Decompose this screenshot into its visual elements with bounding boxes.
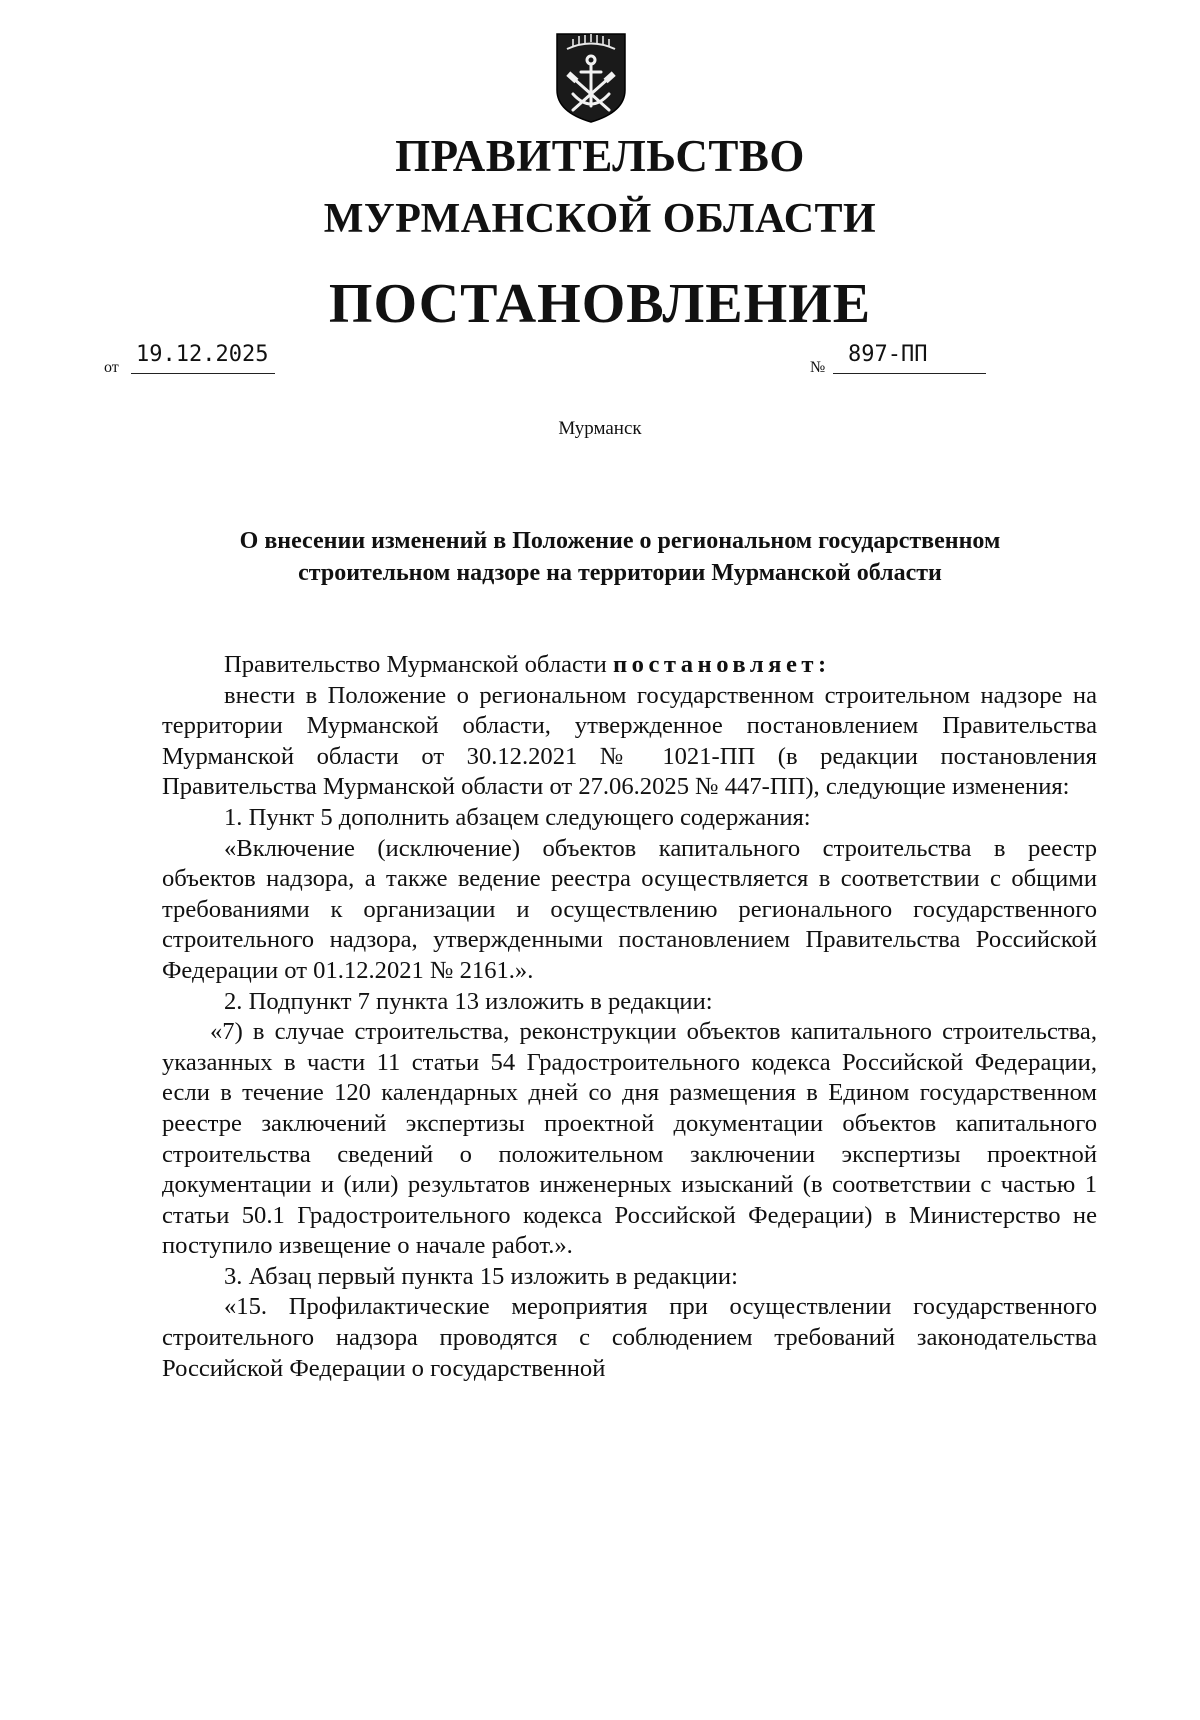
document-body — [162, 650, 1097, 1384]
paragraph-item-2: 2. Подпункт 7 пункта 13 изложить в редакции: — [224, 987, 713, 1015]
document-title — [150, 525, 1090, 589]
title-line-2: строительном надзоре на территории Мурманской области — [298, 560, 942, 586]
paragraph-item-1: 1. Пункт 5 дополнить абзацем следующего содержания: — [224, 803, 811, 831]
coat-of-arms-icon — [553, 30, 629, 124]
paragraph-item-3: 3. Абзац первый пункта 15 изложить в редакции: — [224, 1262, 738, 1290]
paragraph-item-2-text: «7) в случае строительства, реконструкции объектов капитального строительства, указанных в части 11 статьи 54 Градостроительного кодекса Российской Федерации, если в течение 120 календарных дней со дня размещения в Едином государственном реестре заключений экспертизы проектной документации объектов капитального строительства сведений о положительном заключении экспертизы проектной документации и (или) результатов инженерных изысканий (в соответствии с частью 1 статьи 50.1 Градостроительного кодекса Российской Федерации) в Министерство не поступило извещение о начале работ.». — [162, 1018, 1097, 1260]
government-heading: ПРАВИТЕЛЬСТВО — [395, 131, 805, 181]
paragraph-main: внести в Положение о региональном государственном строительном надзоре на территории Мурманской области, утвержденное постановлением Правительства Мурманской области от 30.12.2021 № 1021-ПП (в редакции постановления Правительства Мурманской области от 27.06.2025 № 447-ПП), следующие изменения: — [162, 681, 1097, 801]
intro-text: Правительство Мурманской области — [224, 651, 613, 678]
date-underline — [131, 373, 275, 374]
region-heading: МУРМАНСКОЙ ОБЛАСТИ — [323, 196, 877, 242]
intro-paragraph — [162, 650, 1097, 681]
number-value: 897-ПП — [848, 342, 928, 367]
number-prefix: № — [810, 359, 826, 376]
date-prefix: от — [104, 359, 119, 376]
city-label: Мурманск — [558, 418, 642, 439]
paragraph-item-3-text: «15. Профилактические мероприятия при осуществлении государственного строительного надзора проводятся с соблюдением требований законодательства Российской Федерации о государственной — [162, 1293, 1097, 1382]
date-value: 19.12.2025 — [136, 342, 269, 367]
number-underline — [833, 373, 986, 374]
decree-verb: постановляет: — [612, 651, 831, 678]
paragraph-item-1-text: «Включение (исключение) объектов капитального строительства в реестр объектов надзора, а также ведение реестра осуществляется в соответствии с общими требованиями к организации и осуществлению регионального государственного строительного надзора, утвержденными постановлением Правительства Российской Федерации от 01.12.2021 № 2161.». — [162, 834, 1097, 984]
document-type-heading: ПОСТАНОВЛЕНИЕ — [328, 273, 872, 335]
title-line-1: О внесении изменений в Положение о региональном государственном — [239, 528, 1001, 554]
